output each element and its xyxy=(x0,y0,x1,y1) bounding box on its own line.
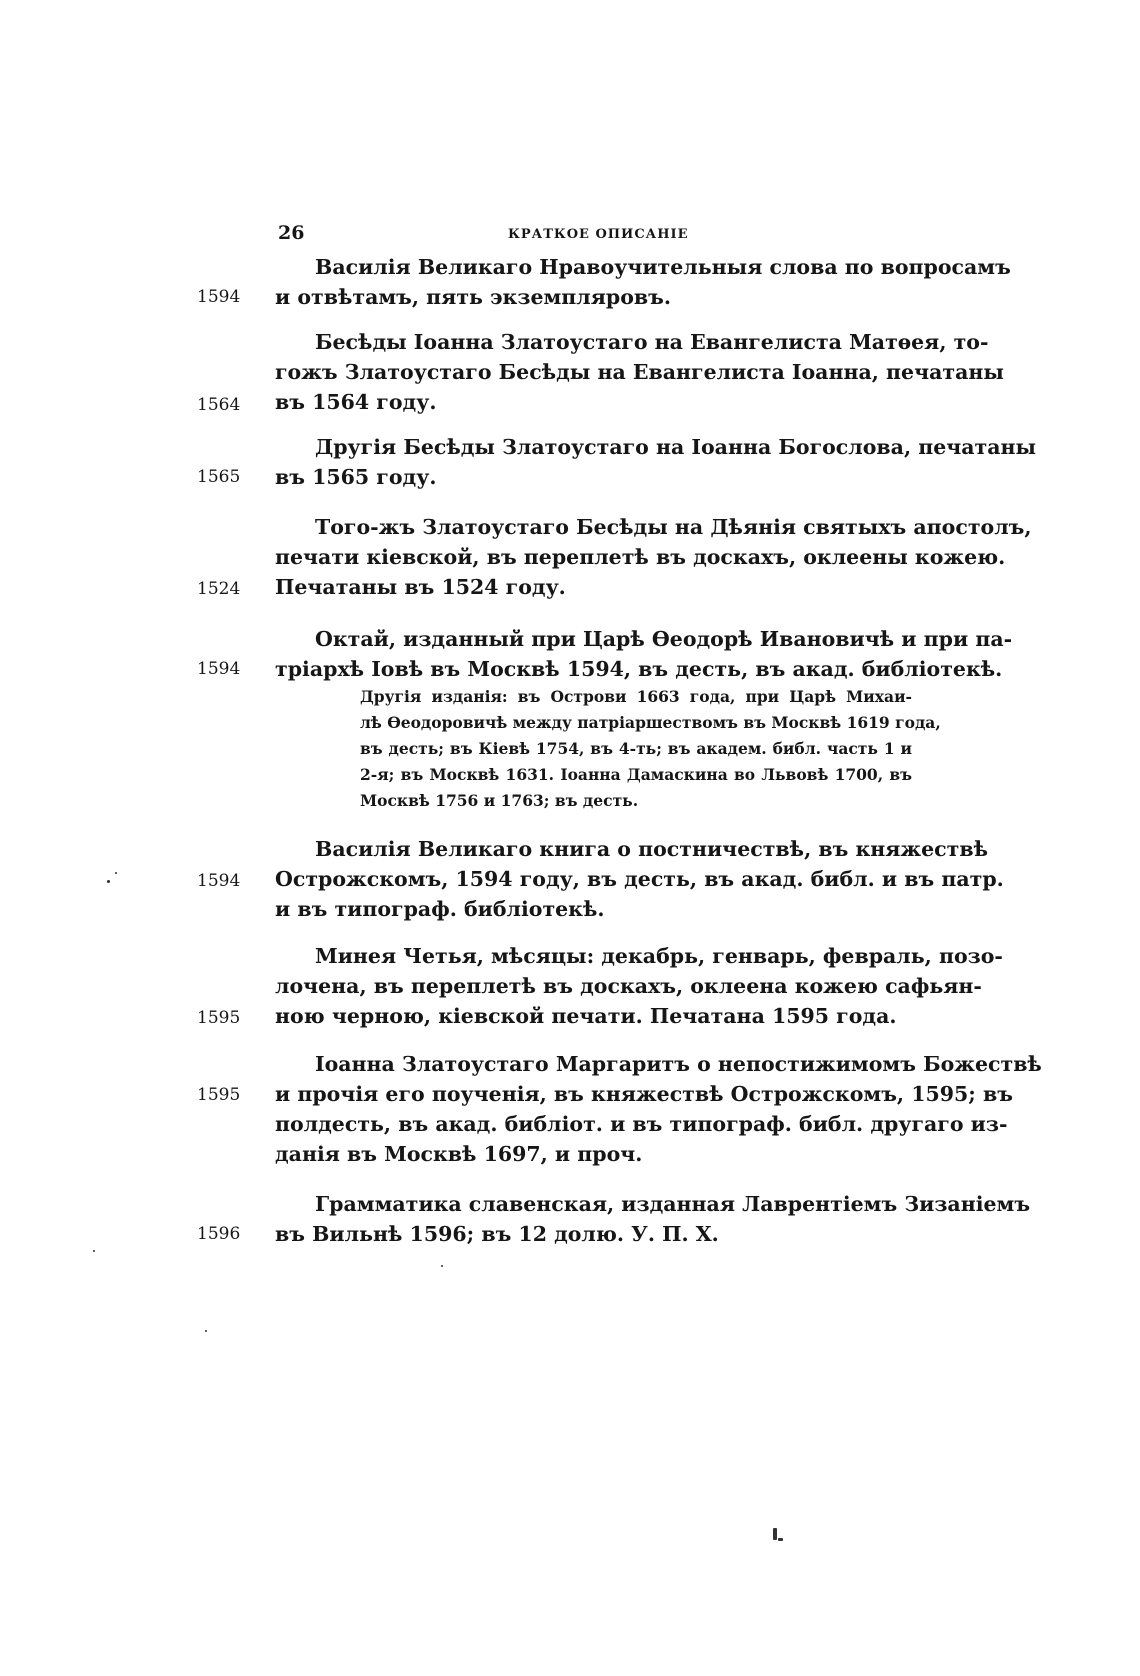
margin-year: 1595 xyxy=(197,1085,241,1105)
margin-year: 1595 xyxy=(197,1008,241,1028)
margin-year: 1564 xyxy=(197,395,241,415)
entry-line: въ 1564 году. xyxy=(275,390,437,414)
margin-year: 1565 xyxy=(197,467,241,487)
entry-basil-moral-sermons xyxy=(275,252,1011,312)
entry-line: Минея Четья, мѣсяцы: декабрь, генварь, февраль, позо- xyxy=(315,944,1003,968)
note-line: лѣ Ѳеодоровичѣ между патріаршествомъ въ Москвѣ 1619 года, xyxy=(360,713,941,732)
margin-year: 1596 xyxy=(197,1224,241,1244)
scan-speck xyxy=(107,880,110,883)
entry-line: данія въ Москвѣ 1697, и проч. xyxy=(275,1142,643,1166)
entry-chrysostom-acts xyxy=(275,512,1032,602)
entry-line: Другія Бесѣды Златоустаго на Іоанна Богослова, печатаны xyxy=(315,435,1037,459)
scan-speck xyxy=(773,1528,777,1540)
entry-line: полдесть, въ акад. библіот. и въ типограф. библ. другаго из- xyxy=(275,1112,1008,1136)
entry-line: Того-жъ Златоустаго Бесѣды на Дѣянія святыхъ апостолъ, xyxy=(315,515,1032,539)
scan-speck xyxy=(778,1538,783,1541)
entry-line: гожъ Златоустаго Бесѣды на Евангелиста Іоанна, печатаны xyxy=(275,360,1004,384)
entry-line: Грамматика славенская, изданная Лаврентіемъ Зизаніемъ xyxy=(315,1192,1031,1216)
entry-line: Печатаны въ 1524 году. xyxy=(275,575,566,599)
entry-line: Василія Великаго Нравоучительныя слова по вопросамъ xyxy=(315,255,1011,279)
entry-line: лочена, въ переплетѣ въ доскахъ, оклеена кожею сафьян- xyxy=(275,974,982,998)
entry-chrysostom-matthew xyxy=(275,327,1004,417)
margin-year: 1594 xyxy=(197,287,241,307)
margin-year: 1594 xyxy=(197,659,241,679)
entry-line: тріархѣ Іовѣ въ Москвѣ 1594, въ десть, въ акад. библіотекѣ. xyxy=(275,657,1003,681)
note-line: Другія изданія: въ Острови 1663 года, при Царѣ Михаи- xyxy=(360,687,912,706)
entry-line: въ Вильнѣ 1596; въ 12 долю. У. П. Х. xyxy=(275,1222,719,1246)
note-line: 2-я; въ Москвѣ 1631. Іоанна Дамаскина во Львовѣ 1700, въ xyxy=(360,765,912,784)
entry-basil-asceticism xyxy=(275,834,1004,924)
scan-speck xyxy=(205,1330,207,1332)
note-line: въ десть; въ Кіевѣ 1754, въ 4-ть; въ академ. библ. часть 1 и xyxy=(360,739,912,758)
entry-line: Октай, изданный при Царѣ Ѳеодорѣ Ивановичѣ и при па- xyxy=(315,627,1013,651)
scan-speck xyxy=(93,1250,95,1252)
scan-speck xyxy=(115,872,117,874)
scan-speck xyxy=(441,1265,443,1267)
margin-year: 1524 xyxy=(197,579,241,599)
entry-slavonic-grammar xyxy=(275,1189,1031,1249)
margin-year: 1594 xyxy=(197,871,241,891)
entry-line: печати кіевской, въ переплетѣ въ доскахъ, оклеены кожею. xyxy=(275,545,1006,569)
entry-menaion xyxy=(275,941,1003,1031)
note-line: Москвѣ 1756 и 1763; въ десть. xyxy=(360,791,639,810)
entry-line: и прочія его поученія, въ княжествѣ Острожскомъ, 1595; въ xyxy=(275,1082,1013,1106)
entry-line: ною черною, кіевской печати. Печатана 1595 года. xyxy=(275,1004,897,1028)
entry-line: Бесѣды Іоанна Златоустаго на Евангелиста Матѳея, то- xyxy=(315,330,989,354)
entry-oktoechos xyxy=(275,624,1013,684)
entry-line: Іоанна Златоустаго Маргаритъ о непостижимомъ Божествѣ xyxy=(315,1052,1042,1076)
entry-footnote-other-editions xyxy=(360,684,941,814)
entry-chrysostom-margarit xyxy=(275,1049,1042,1169)
entry-line: Василія Великаго книга о постничествѣ, въ княжествѣ xyxy=(315,837,988,861)
entry-line: и отвѣтамъ, пять экземпляровъ. xyxy=(275,285,672,309)
running-title: КРАТКОЕ ОПИСАНІЕ xyxy=(508,227,689,242)
entry-chrysostom-john-theologian xyxy=(275,432,1037,492)
page-number: 26 xyxy=(278,222,305,244)
entry-line: и въ типограф. библіотекѣ. xyxy=(275,897,605,921)
entry-line: въ 1565 году. xyxy=(275,465,437,489)
entry-line: Острожскомъ, 1594 году, въ десть, въ акад. библ. и въ патр. xyxy=(275,867,1004,891)
page-header xyxy=(278,222,910,248)
